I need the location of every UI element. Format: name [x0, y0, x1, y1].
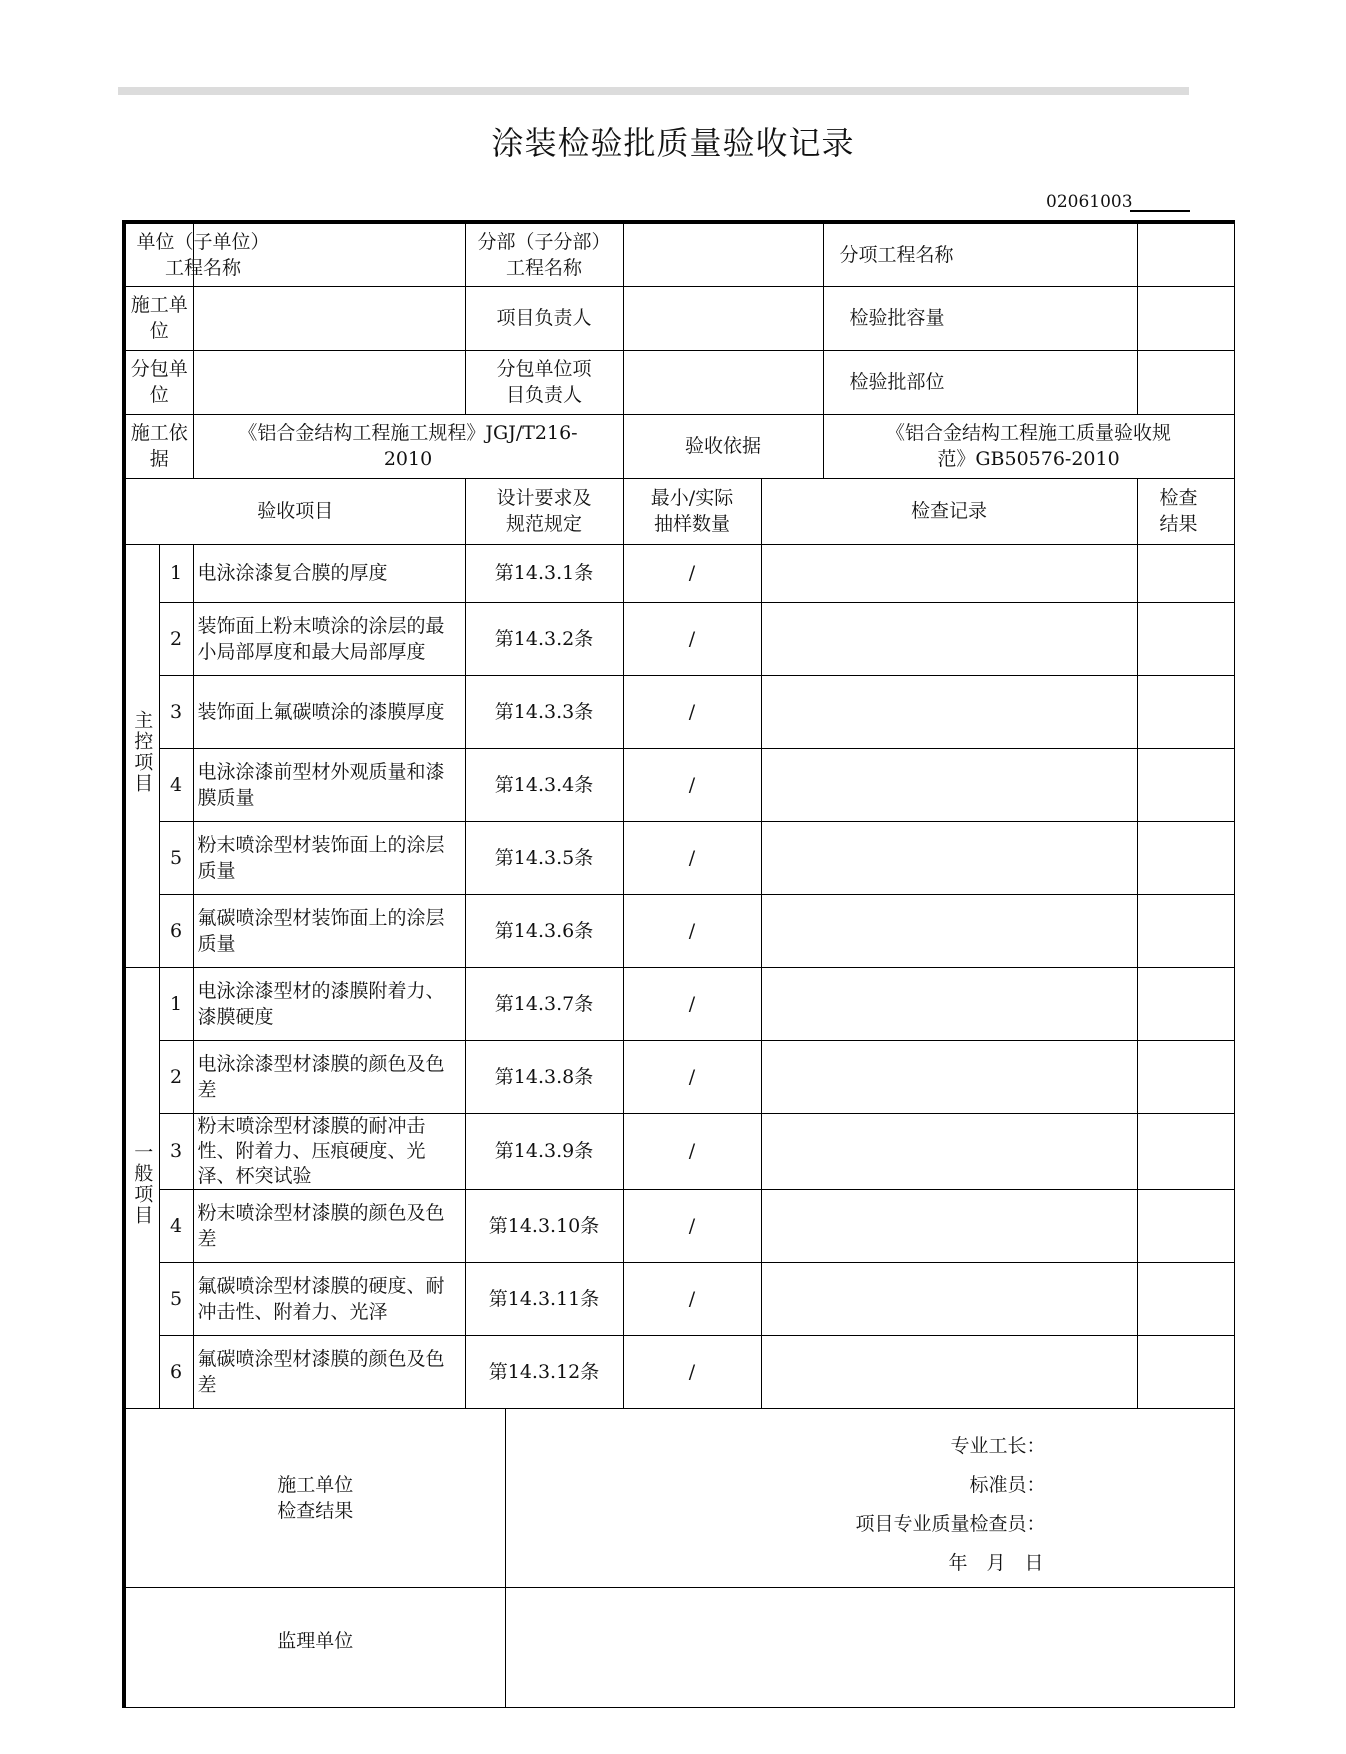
- item-name: 粉末喷涂型材漆膜的耐冲击性、附着力、压痕硬度、光泽、杯突试验: [193, 1113, 465, 1189]
- construction-check-signatures: [505, 1408, 1234, 1587]
- col-record: 检查记录: [761, 478, 1137, 544]
- subitem-value[interactable]: [1137, 222, 1234, 286]
- item-record[interactable]: [761, 544, 1137, 602]
- item-clause: 第14.3.6条: [465, 894, 623, 967]
- item-name: 电泳涂漆复合膜的厚度: [193, 544, 465, 602]
- item-sample[interactable]: /: [623, 1040, 761, 1113]
- item-clause: 第14.3.9条: [465, 1113, 623, 1189]
- item-clause: 第14.3.7条: [465, 967, 623, 1040]
- col-result: 检查结果: [1137, 478, 1234, 544]
- item-sample[interactable]: /: [623, 602, 761, 675]
- subdivision-value[interactable]: [623, 222, 823, 286]
- construction-check-label: 施工单位检查结果: [124, 1408, 505, 1587]
- project-manager-value[interactable]: [623, 286, 823, 350]
- item-no: 2: [159, 1040, 193, 1113]
- item-record[interactable]: [761, 1040, 1137, 1113]
- item-record[interactable]: [761, 967, 1137, 1040]
- item-no: 4: [159, 1189, 193, 1262]
- item-no: 5: [159, 821, 193, 894]
- item-result[interactable]: [1137, 1113, 1234, 1189]
- item-result[interactable]: [1137, 1262, 1234, 1335]
- item-sample[interactable]: /: [623, 1189, 761, 1262]
- item-name: 氟碳喷涂型材漆膜的硬度、耐冲击性、附着力、光泽: [193, 1262, 465, 1335]
- construction-unit-value[interactable]: [193, 286, 465, 350]
- item-result[interactable]: [1137, 1040, 1234, 1113]
- acceptance-basis-label: 验收依据: [623, 414, 823, 478]
- item-no: 3: [159, 675, 193, 748]
- item-clause: 第14.3.12条: [465, 1335, 623, 1408]
- subcontractor-manager-value[interactable]: [623, 350, 823, 414]
- item-record[interactable]: [761, 894, 1137, 967]
- item-name: 电泳涂漆型材的漆膜附着力、漆膜硬度: [193, 967, 465, 1040]
- item-name: 装饰面上氟碳喷涂的漆膜厚度: [193, 675, 465, 748]
- item-name: 电泳涂漆前型材外观质量和漆膜质量: [193, 748, 465, 821]
- acceptance-basis-value: 《铝合金结构工程施工质量验收规范》GB50576-2010: [823, 414, 1234, 478]
- item-result[interactable]: [1137, 894, 1234, 967]
- item-clause: 第14.3.11条: [465, 1262, 623, 1335]
- item-no: 2: [159, 602, 193, 675]
- item-result[interactable]: [1137, 602, 1234, 675]
- item-clause: 第14.3.10条: [465, 1189, 623, 1262]
- item-record[interactable]: [761, 1189, 1137, 1262]
- item-result[interactable]: [1137, 1335, 1234, 1408]
- batch-location-label: 检验批部位: [823, 350, 1137, 414]
- item-record[interactable]: [761, 1335, 1137, 1408]
- general-group-label: 一般项目: [124, 967, 159, 1408]
- supervision-signatures: [505, 1587, 1234, 1707]
- construction-basis-label: 施工依据: [124, 414, 193, 478]
- item-result[interactable]: [1137, 748, 1234, 821]
- item-record[interactable]: [761, 1113, 1137, 1189]
- item-sample[interactable]: /: [623, 821, 761, 894]
- item-no: 4: [159, 748, 193, 821]
- item-name: 氟碳喷涂型材漆膜的颜色及色差: [193, 1335, 465, 1408]
- item-sample[interactable]: /: [623, 894, 761, 967]
- col-item: 验收项目: [124, 478, 465, 544]
- subcontractor-label: 分包单位: [124, 350, 193, 414]
- item-clause: 第14.3.2条: [465, 602, 623, 675]
- acceptance-form: [122, 220, 1235, 1708]
- standards-staff-label: 标准员：: [969, 1473, 1046, 1496]
- item-no: 6: [159, 894, 193, 967]
- item-result[interactable]: [1137, 821, 1234, 894]
- subcontractor-value[interactable]: [193, 350, 465, 414]
- item-result[interactable]: [1137, 967, 1234, 1040]
- item-sample[interactable]: /: [623, 544, 761, 602]
- item-sample[interactable]: /: [623, 1335, 761, 1408]
- form-code: 02061003: [1046, 192, 1133, 212]
- item-sample[interactable]: /: [623, 967, 761, 1040]
- item-result[interactable]: [1137, 544, 1234, 602]
- subdivision-label: 分部（子分部）工程名称: [465, 222, 623, 286]
- col-requirement: 设计要求及规范规定: [465, 478, 623, 544]
- construction-unit-label: 施工单位: [124, 286, 193, 350]
- item-clause: 第14.3.8条: [465, 1040, 623, 1113]
- item-sample[interactable]: /: [623, 1262, 761, 1335]
- item-no: 6: [159, 1335, 193, 1408]
- supervision-label: 监理单位: [124, 1587, 505, 1707]
- item-name: 粉末喷涂型材漆膜的颜色及色差: [193, 1189, 465, 1262]
- item-sample[interactable]: /: [623, 675, 761, 748]
- item-clause: 第14.3.1条: [465, 544, 623, 602]
- batch-capacity-label: 检验批容量: [823, 286, 1137, 350]
- item-result[interactable]: [1137, 1189, 1234, 1262]
- item-record[interactable]: [761, 821, 1137, 894]
- item-name: 装饰面上粉末喷涂的涂层的最小局部厚度和最大局部厚度: [193, 602, 465, 675]
- project-manager-label: 项目负责人: [465, 286, 623, 350]
- item-clause: 第14.3.4条: [465, 748, 623, 821]
- subitem-label: 分项工程名称: [823, 222, 1137, 286]
- item-clause: 第14.3.3条: [465, 675, 623, 748]
- main-group-label: 主控项目: [124, 544, 159, 967]
- item-name: 粉末喷涂型材装饰面上的涂层质量: [193, 821, 465, 894]
- foreman-label: 专业工长：: [950, 1434, 1046, 1457]
- item-result[interactable]: [1137, 675, 1234, 748]
- signature-date: 年 月 日: [948, 1551, 1044, 1574]
- unit-name-label: 单位（子单位）工程名称: [124, 222, 193, 286]
- item-record[interactable]: [761, 675, 1137, 748]
- item-record[interactable]: [761, 1262, 1137, 1335]
- item-record[interactable]: [761, 602, 1137, 675]
- col-sample: 最小/实际抽样数量: [623, 478, 761, 544]
- quality-inspector-label: 项目专业质量检查员：: [855, 1512, 1046, 1535]
- page-title: 涂装检验批质量验收记录: [491, 124, 855, 162]
- batch-location-value[interactable]: [1137, 350, 1234, 414]
- item-name: 电泳涂漆型材漆膜的颜色及色差: [193, 1040, 465, 1113]
- item-no: 3: [159, 1113, 193, 1189]
- item-no: 1: [159, 544, 193, 602]
- item-sample[interactable]: /: [623, 1113, 761, 1189]
- item-no: 5: [159, 1262, 193, 1335]
- item-clause: 第14.3.5条: [465, 821, 623, 894]
- item-name: 氟碳喷涂型材装饰面上的涂层质量: [193, 894, 465, 967]
- item-sample[interactable]: /: [623, 748, 761, 821]
- subcontractor-manager-label: 分包单位项目负责人: [465, 350, 623, 414]
- item-record[interactable]: [761, 748, 1137, 821]
- construction-basis-value: 《铝合金结构工程施工规程》JGJ/T216-2010: [193, 414, 623, 478]
- batch-capacity-value[interactable]: [1137, 286, 1234, 350]
- item-no: 1: [159, 967, 193, 1040]
